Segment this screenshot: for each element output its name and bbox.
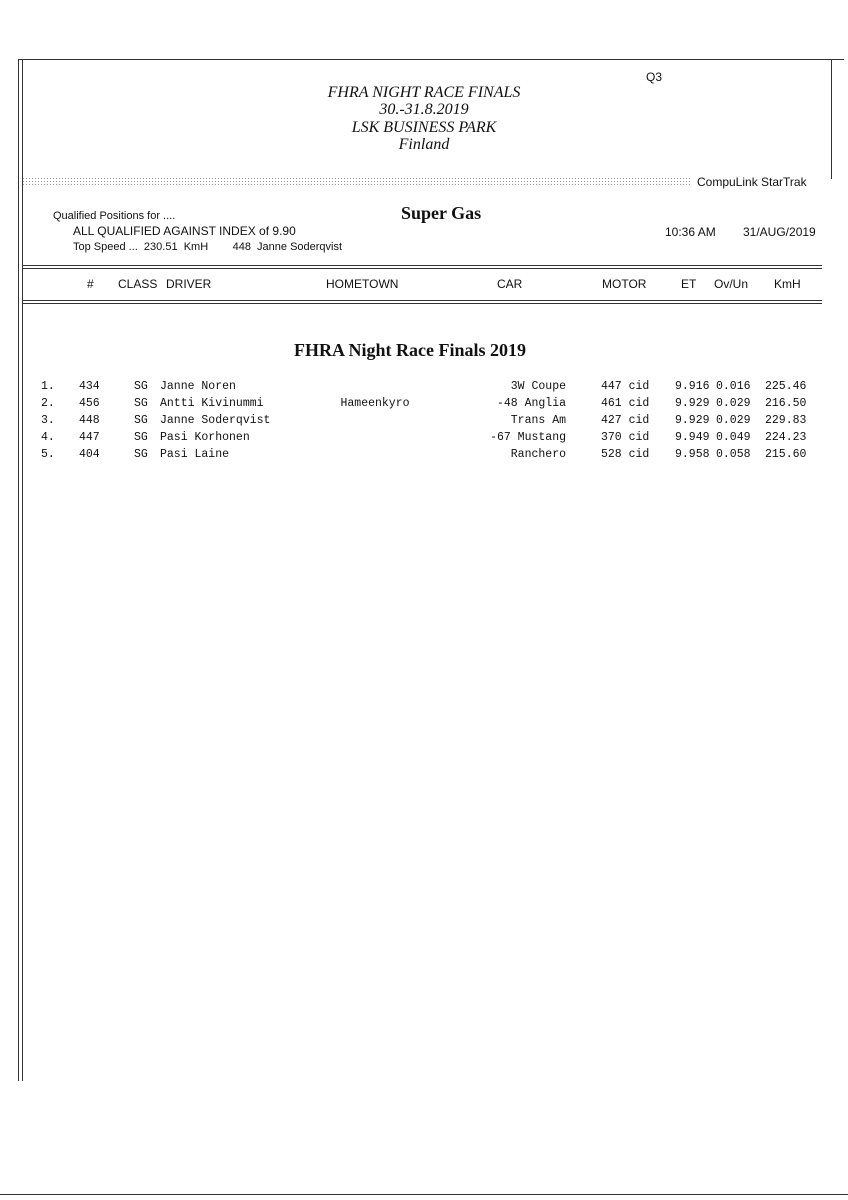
cell-hometown: Hameenkyro xyxy=(340,397,410,410)
header-rule-3 xyxy=(22,300,822,301)
cell-num: 447 xyxy=(79,431,100,444)
table-row xyxy=(0,448,848,465)
table-row xyxy=(0,414,848,431)
cell-motor: 528 cid xyxy=(601,448,650,461)
table-row xyxy=(0,380,848,397)
cell-pos: 1. xyxy=(41,380,55,393)
qualified-for-label: Qualified Positions for .... xyxy=(53,210,176,222)
table-row xyxy=(0,397,848,414)
page-bottom-line xyxy=(0,1194,848,1195)
system-label: CompuLink StarTrak xyxy=(697,175,807,189)
cell-driver: Janne Soderqvist xyxy=(160,414,271,427)
report-code: Q3 xyxy=(646,70,663,84)
cell-et: 9.929 xyxy=(675,414,710,427)
col-class: CLASS xyxy=(118,277,158,291)
col-hometown: HOMETOWN xyxy=(326,277,399,291)
cell-car: -48 Anglia xyxy=(496,397,566,410)
frame-top-line xyxy=(18,59,844,60)
cell-ovun: 0.029 xyxy=(716,397,751,410)
col-motor: MOTOR xyxy=(602,277,647,291)
title-line-1: FHRA NIGHT RACE FINALS xyxy=(327,84,521,101)
col-ovun: Ov/Un xyxy=(714,277,749,291)
index-line: ALL QUALIFIED AGAINST INDEX of 9.90 xyxy=(73,224,296,238)
cell-pos: 2. xyxy=(41,397,55,410)
frame-left-line xyxy=(18,59,19,1081)
cell-car: -67 Mustang xyxy=(490,431,566,444)
cell-ovun: 0.058 xyxy=(716,448,751,461)
cell-motor: 447 cid xyxy=(601,380,650,393)
col-num: # xyxy=(87,277,94,291)
cell-ovun: 0.029 xyxy=(716,414,751,427)
top-speed-line: Top Speed ... 230.51 KmH 448 Janne Soderqvist xyxy=(73,241,343,253)
cell-et: 9.916 xyxy=(675,380,710,393)
report-time: 10:36 AM xyxy=(665,225,716,239)
header-rule-1 xyxy=(22,265,822,266)
title-line-4: Finland xyxy=(398,136,450,153)
col-car: CAR xyxy=(497,277,523,291)
cell-class: SG xyxy=(134,448,148,461)
cell-motor: 461 cid xyxy=(601,397,650,410)
cell-driver: Pasi Korhonen xyxy=(160,431,250,444)
col-kmh: KmH xyxy=(774,277,801,291)
col-et: ET xyxy=(681,277,697,291)
cell-driver: Janne Noren xyxy=(160,380,236,393)
cell-motor: 427 cid xyxy=(601,414,650,427)
cell-kmh: 225.46 xyxy=(765,380,807,393)
header-rule-2 xyxy=(22,268,822,269)
header-rule-4 xyxy=(22,303,822,304)
cell-kmh: 224.23 xyxy=(765,431,807,444)
cell-et: 9.958 xyxy=(675,448,710,461)
col-driver: DRIVER xyxy=(166,277,212,291)
cell-kmh: 216.50 xyxy=(765,397,807,410)
cell-class: SG xyxy=(134,397,148,410)
cell-class: SG xyxy=(134,431,148,444)
cell-num: 404 xyxy=(79,448,100,461)
title-line-3: LSK BUSINESS PARK xyxy=(351,119,497,136)
cell-kmh: 229.83 xyxy=(765,414,807,427)
cell-ovun: 0.049 xyxy=(716,431,751,444)
cell-car: Trans Am xyxy=(510,414,566,427)
cell-class: SG xyxy=(134,380,148,393)
cell-pos: 3. xyxy=(41,414,55,427)
cell-driver: Antti Kivinummi xyxy=(160,397,264,410)
class-title: Super Gas xyxy=(401,203,482,223)
report-date: 31/AUG/2019 xyxy=(743,225,816,239)
cell-et: 9.949 xyxy=(675,431,710,444)
cell-num: 456 xyxy=(79,397,100,410)
cell-num: 448 xyxy=(79,414,100,427)
title-line-2: 30.-31.8.2019 xyxy=(379,101,469,118)
cell-car: Ranchero xyxy=(510,448,566,461)
cell-pos: 4. xyxy=(41,431,55,444)
cell-ovun: 0.016 xyxy=(716,380,751,393)
frame-left-line-inner xyxy=(22,59,23,1081)
dotted-divider xyxy=(22,177,690,187)
event-title: FHRA Night Race Finals 2019 xyxy=(294,340,526,360)
cell-class: SG xyxy=(134,414,148,427)
table-row xyxy=(0,431,848,448)
cell-et: 9.929 xyxy=(675,397,710,410)
cell-car: 3W Coupe xyxy=(510,380,566,393)
cell-motor: 370 cid xyxy=(601,431,650,444)
cell-driver: Pasi Laine xyxy=(160,448,230,461)
cell-kmh: 215.60 xyxy=(765,448,807,461)
cell-pos: 5. xyxy=(41,448,55,461)
cell-num: 434 xyxy=(79,380,100,393)
